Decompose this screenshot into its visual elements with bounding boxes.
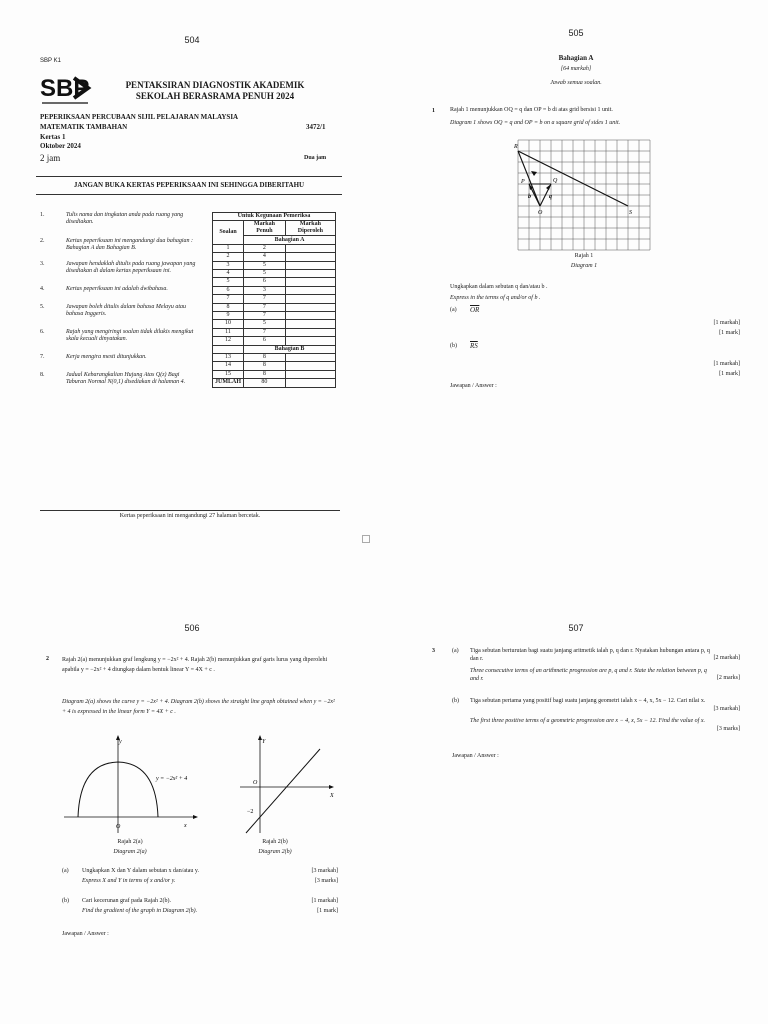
- instruction-item: 6. Rajah yang mengiringi soalan tidak dilukis mengikut skala kecuali dinyatakan.: [40, 329, 194, 342]
- point-r: R: [514, 144, 518, 150]
- subject: MATEMATIK TAMBAHAN: [40, 123, 128, 131]
- instruction-item: 8. Jadual Kebarangkalian Hujung Atas Q(z) Bagi Taburan Normal N(0,1) disediakan di halaman 4.: [40, 372, 186, 385]
- part-a-marks-en: [3 marks]: [314, 878, 338, 884]
- instruction-item: 3. Jawapan hendaklah ditulis pada ruang jawapan yang disediakan di dalam kertas peperiksaan ini.: [40, 261, 196, 274]
- part-a-en: Three consecutive terms of an arithmetic progression are p, q and r. State the relation between p, q and r.: [470, 668, 707, 682]
- part-a-marks-ms: [1 markah]: [713, 320, 740, 326]
- figure-caption-en: Diagram 1: [570, 263, 598, 269]
- table-row: 13 8: [213, 354, 336, 362]
- section-a-label: Bahagian A: [244, 236, 336, 244]
- part-a-expression: $\overline{OR}$: [470, 306, 480, 314]
- figure-2b-caption-en: Diagram 2(b): [258, 849, 292, 855]
- diagram-2a: [64, 735, 204, 842]
- col-markah-diperoleh: Markah Diperoleh: [285, 221, 335, 236]
- scanner-mark: [362, 535, 370, 543]
- part-b-en: Find the gradient of the graph in Diagram 2(b).: [82, 908, 198, 914]
- table-row: 3 5: [213, 261, 336, 269]
- col-soalan: Soalan: [213, 221, 244, 244]
- duration-words: Dua jam: [304, 155, 327, 161]
- part-a-marks-ms: [3 markah]: [311, 868, 338, 874]
- part-a-marks-en: [2 marks]: [716, 675, 740, 681]
- instructions: [40, 212, 196, 386]
- page-number: 507: [568, 623, 584, 633]
- table-row: 5 6: [213, 278, 336, 286]
- origin-label: O: [116, 824, 121, 830]
- instruction-item: 2. Kertas peperiksaan ini mengandungi dua bahagian : Bahagian A dan Bahagian B.: [40, 238, 193, 251]
- page-number: 506: [184, 623, 200, 633]
- logo-lettering: SBP: [40, 75, 90, 102]
- part-a-marks-en: [1 mark]: [719, 330, 740, 336]
- table-row: 4 5: [213, 270, 336, 278]
- paper: Kertas 1: [40, 133, 66, 141]
- question-text-en: Diagram 2(a) shows the curve y = −2x² + 4. Diagram 2(b) shows the straight line graph obtained when y = −2x² + 4 is expressed in the linear form Y = 4X + c .: [62, 699, 335, 715]
- table-row: 9 7: [213, 312, 336, 320]
- diagram-1: [514, 138, 658, 253]
- part-b-ms: Tiga sebutan pertama yang positif bagi suatu janjang geometri ialah x − 4, x, 5x − 12. Cari nilai x.: [470, 698, 706, 704]
- question-text-en: Diagram 1 shows OQ = q and OP = b on a square grid of sides 1 unit.: [450, 120, 621, 126]
- table-row: 14 8: [213, 362, 336, 370]
- paper-code: 3472/1: [306, 123, 326, 131]
- table-row: 7 7: [213, 295, 336, 303]
- table-row: 1 2: [213, 244, 336, 252]
- part-b-marks-en: [1 mark]: [317, 908, 338, 914]
- exam-title: PEPERIKSAAN PERCUBAAN SIJIL PELAJARAN MALAYSIA: [40, 113, 239, 121]
- table-title: Untuk Kegunaan Pemeriksa: [213, 213, 336, 221]
- vector-q-label: q: [549, 194, 552, 200]
- part-a-label: (a): [452, 648, 459, 654]
- table-total-row: JUMLAH 80: [213, 379, 336, 387]
- point-s: S: [629, 210, 632, 216]
- divider: [36, 176, 342, 177]
- table-row: 12 6: [213, 337, 336, 345]
- axis-Y-label: Y: [262, 739, 266, 745]
- header-line-1: PENTAKSIRAN DIAGNOSTIK AKADEMIK: [125, 80, 305, 90]
- footer-note: Kertas peperiksaan ini mengandungi 27 halaman bercetak.: [119, 513, 261, 519]
- figure-caption-ms: Rajah 1: [574, 253, 594, 259]
- sbp-logo: [38, 70, 94, 108]
- school-code: SBP K1: [40, 58, 61, 64]
- part-b-marks-en: [1 mark]: [719, 371, 740, 377]
- question-text-ms: Rajah 1 menunjukkan OQ = q dan OP = b di atas grid bersisi 1 unit.: [450, 107, 613, 113]
- header-line-2: SEKOLAH BERASRAMA PENUH 2024: [135, 91, 295, 101]
- question-text-ms: Rajah 2(a) menunjukkan graf lengkung y = −2x² + 4. Rajah 2(b) menunjukkan graf garis lurus yang diperolehi apabila y = −2x² + 4 diungkap dalam bentuk linear Y = 4X + c .: [62, 657, 328, 673]
- part-a-ms: Tiga sebutan berturutan bagi suatu janjang aritmetik ialah p, q dan r. Nyatakan hubungan antara p, q dan r.: [470, 648, 710, 662]
- part-b-marks-ms: [3 markah]: [713, 706, 740, 712]
- examiner-table: [212, 212, 336, 388]
- part-b-ms: Cari kecerunan graf pada Rajah 2(b).: [82, 898, 171, 904]
- point-q: Q: [553, 178, 558, 184]
- part-a-label: (a): [62, 868, 69, 874]
- instruction-item: 5. Jawapan boleh ditulis dalam bahasa Melayu atau bahasa Inggeris.: [40, 304, 186, 317]
- page-504: [0, 0, 384, 545]
- table-row: 10 5: [213, 320, 336, 328]
- part-b-label: (b): [450, 343, 457, 349]
- page-507: [384, 545, 768, 1024]
- page-number: 504: [184, 35, 200, 45]
- part-a-label: (a): [450, 307, 457, 313]
- diagram-2b: [240, 735, 340, 842]
- question-number: 2: [46, 656, 49, 662]
- section-b-label: Bahagian B: [244, 345, 336, 353]
- table-row: 2 4: [213, 253, 336, 261]
- question-number: 1: [432, 108, 435, 114]
- part-a-ms: Ungkapkan X dan Y dalam sebutan x dan/atau y.: [82, 868, 199, 874]
- axis-x-label: x: [184, 823, 187, 829]
- vector-b-label: b: [528, 194, 531, 200]
- origin-label: O: [253, 780, 258, 786]
- point-o: O: [538, 210, 543, 216]
- part-b-marks-ms: [1 markah]: [713, 361, 740, 367]
- page-506: [0, 545, 384, 1024]
- part-a-marks-ms: [2 markah]: [713, 655, 740, 661]
- divider: [36, 194, 342, 195]
- col-markah-penuh: Markah Penuh: [244, 221, 286, 236]
- table-row: 11 7: [213, 328, 336, 336]
- axis-X-label: X: [330, 793, 334, 799]
- page-505: [384, 0, 768, 545]
- part-a-en: Express X and Y in terms of x and/or y.: [82, 878, 176, 884]
- express-en: Express in the terms of q and/or of b .: [450, 295, 541, 301]
- section-title: Bahagian A: [558, 54, 594, 62]
- curve-label: y = −2x² + 4: [156, 776, 188, 782]
- part-b-label: (b): [62, 898, 69, 904]
- answer-all: Jawab semua soalan.: [550, 80, 602, 86]
- answer-label: Jawapan / Answer :: [62, 931, 109, 937]
- figure-2a-caption-ms: Rajah 2(a): [117, 839, 143, 845]
- part-b-marks-ms: [1 markah]: [311, 898, 338, 904]
- table-row: 15 8: [213, 370, 336, 378]
- question-number: 3: [432, 648, 435, 654]
- part-b-label: (b): [452, 698, 459, 704]
- table-row: 6 3: [213, 286, 336, 294]
- express-ms: Ungkapkan dalam sebutan q dan/atau b .: [450, 284, 548, 290]
- figure-2b-caption-ms: Rajah 2(b): [262, 839, 288, 845]
- instruction-item: 1. Tulis nama dan tingkatan anda pada ruang yang disediakan.: [40, 212, 184, 225]
- axis-y-label: y: [119, 739, 122, 745]
- part-b-expression: $\overline{RS}$: [470, 342, 478, 350]
- part-b-marks-en: [3 marks]: [716, 726, 740, 732]
- warning: JANGAN BUKA KERTAS PEPERIKSAAN INI SEHINGGA DIBERITAHU: [73, 181, 305, 189]
- footer-rule: [40, 510, 340, 511]
- page-number: 505: [568, 28, 584, 38]
- table-row: 8 7: [213, 303, 336, 311]
- instruction-item: 7. Kerja mengira mesti ditunjukkan.: [40, 354, 147, 360]
- duration: 2 jam: [40, 153, 61, 163]
- instruction-item: 4. Kertas peperiksaan ini adalah dwibahasa.: [40, 286, 168, 292]
- part-b-en: The first three positive terms of a geometric progression are x − 4, x, 5x − 12. Find the value of x.: [470, 718, 706, 724]
- figure-2a-caption-en: Diagram 2(a): [113, 849, 147, 855]
- answer-label: Jawapan / Answer :: [450, 383, 497, 389]
- point-p: P: [521, 179, 525, 185]
- intercept-label: −2: [247, 809, 254, 815]
- answer-label: Jawapan / Answer :: [452, 753, 499, 759]
- section-marks: [64 markah]: [560, 66, 592, 72]
- exam-date: Oktober 2024: [40, 142, 81, 150]
